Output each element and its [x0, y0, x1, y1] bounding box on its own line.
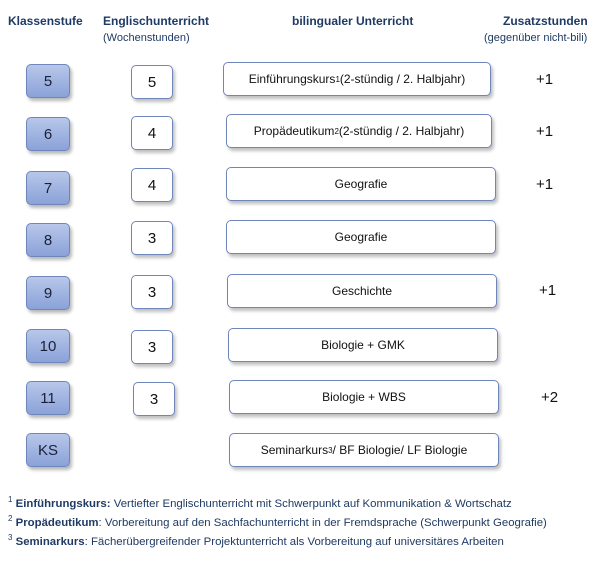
header-english-sub: (Wochenstunden)	[103, 32, 190, 44]
hours-box-8: 3	[131, 221, 173, 255]
subject-box-7	[226, 167, 496, 201]
subject-label-rest: (2-stündig / 2. Halbjahr)	[339, 72, 466, 86]
subject-label: Biologie + WBS	[322, 390, 406, 404]
footnote-ref: 3	[328, 445, 333, 455]
subject-box-ks	[229, 433, 499, 467]
hours-box-6: 4	[131, 116, 173, 150]
footnote-text: : Vorbereitung auf den Sachfachunterricht in der Fremdsprache (Schwerpunkt Geografie)	[98, 516, 547, 529]
hours-box-9: 3	[131, 275, 173, 309]
extra-hours-7: +1	[536, 176, 554, 193]
subject-label: Propädeutikum	[253, 124, 335, 138]
grade-box-6: 6	[26, 117, 70, 151]
grade-box-5: 5	[26, 64, 70, 98]
extra-hours-5: +1	[536, 71, 554, 88]
extra-hours-11: +2	[541, 389, 559, 406]
footnote-text: Vertiefter Englischunterricht mit Schwerpunkt auf Kommunikation & Wortschatz	[110, 497, 512, 510]
grade-box-ks: KS	[26, 433, 70, 467]
header-english: Englischunterricht	[103, 14, 210, 28]
footnote-number: 1	[8, 495, 13, 504]
subject-box-6	[226, 114, 492, 148]
hours-box-11: 3	[133, 382, 175, 416]
grade-box-7: 7	[26, 171, 70, 205]
grade-box-9: 9	[26, 276, 70, 310]
footnote-ref: 1	[335, 74, 340, 84]
grade-box-10: 10	[26, 329, 70, 363]
header-extra: Zusatzstunden	[503, 14, 588, 28]
hours-box-7: 4	[131, 168, 173, 202]
header-grade: Klassenstufe	[8, 14, 83, 28]
subject-label-rest: / BF Biologie/ LF Biologie	[332, 443, 468, 457]
footnote-term: Einführungskurs:	[15, 497, 111, 510]
footnote-number: 2	[8, 514, 13, 523]
subject-label: Geschichte	[331, 284, 393, 298]
footnote-3	[8, 533, 504, 548]
subject-box-10	[228, 328, 498, 362]
subject-label: Geografie	[334, 177, 388, 191]
subject-label: Biologie + GMK	[321, 338, 405, 352]
footnote-term: Propädeutikum	[15, 516, 99, 529]
subject-label: Geografie	[334, 230, 388, 244]
footnote-2	[8, 514, 547, 529]
header-extra-sub: (gegenüber nicht-bili)	[484, 32, 588, 44]
grade-box-8: 8	[26, 223, 70, 257]
extra-hours-6: +1	[536, 123, 554, 140]
extra-hours-9: +1	[539, 282, 557, 299]
subject-box-11	[229, 380, 499, 414]
subject-box-5	[223, 62, 491, 96]
subject-box-9	[227, 274, 497, 308]
header-bilingual: bilingualer Unterricht	[292, 14, 414, 28]
footnote-1	[8, 495, 512, 510]
subject-label: Einführungskurs	[248, 72, 336, 86]
subject-box-8	[226, 220, 496, 254]
footnote-text: : Fächerübergreifender Projektunterricht als Vorbereitung auf universitäres Arbeiten	[84, 535, 504, 548]
hours-box-10: 3	[131, 330, 173, 364]
grade-box-11: 11	[26, 381, 70, 415]
subject-label-rest: (2-stündig / 2. Halbjahr)	[338, 124, 465, 138]
footnote-term: Seminarkurs	[15, 535, 85, 548]
footnote-ref: 2	[334, 126, 339, 136]
subject-label: Seminarkurs	[260, 443, 329, 457]
footnote-number: 3	[8, 533, 13, 542]
hours-box-5: 5	[131, 65, 173, 99]
